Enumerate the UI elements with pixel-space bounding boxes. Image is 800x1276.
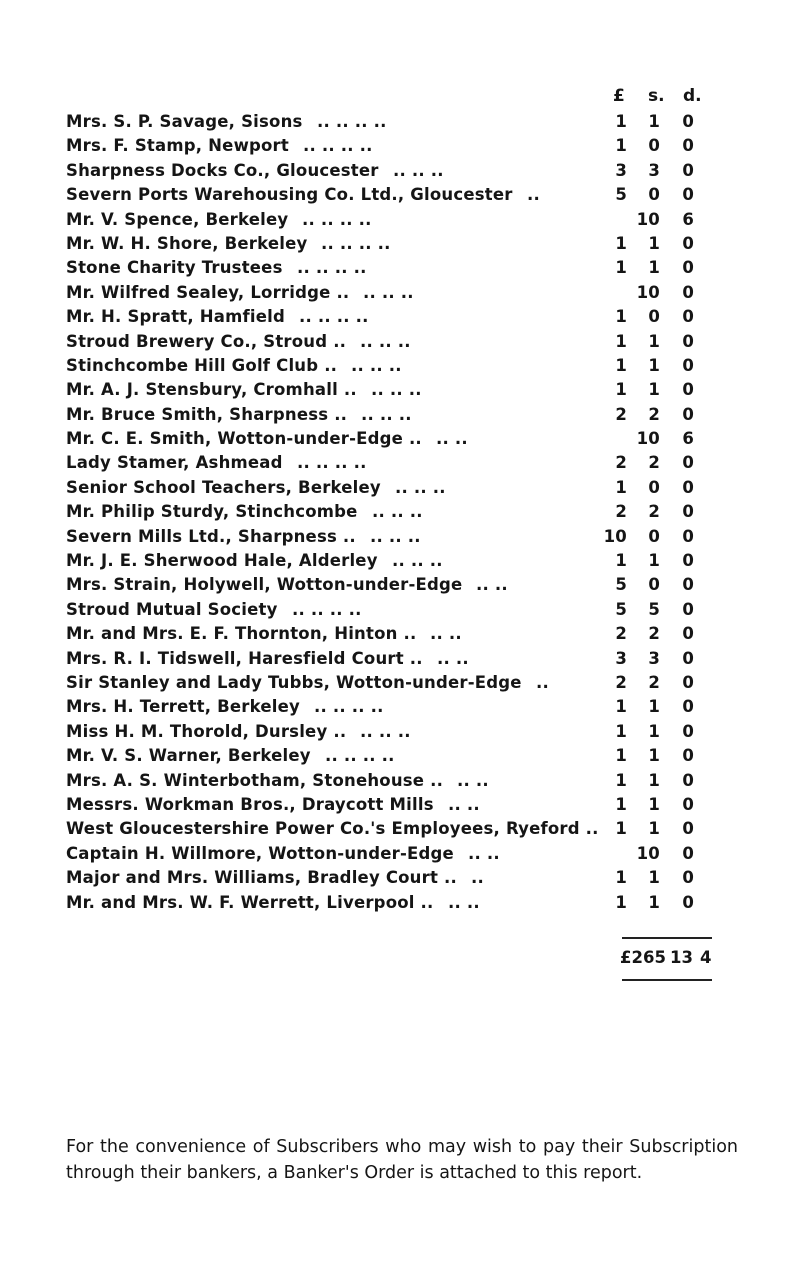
subscriber-row — [0, 549, 800, 573]
leader-dots: .. .. .. — [363, 282, 414, 302]
subscriber-name: Mr. A. J. Stensbury, Cromhall .. — [66, 380, 357, 400]
amount-pounds: 1 — [615, 112, 627, 131]
leader-dots: .. .. .. .. — [303, 136, 373, 156]
amount-shillings: 0 — [648, 185, 660, 205]
amount-pounds: 2 — [615, 502, 627, 522]
leader-dots: .. .. .. — [361, 404, 412, 424]
amount-pounds: 2 — [615, 404, 627, 424]
subscriber-name: Severn Mills Ltd., Sharpness .. — [66, 526, 356, 546]
subscriber-name: Mr. W. H. Shore, Berkeley — [66, 233, 308, 253]
amount-pence: 0 — [682, 502, 694, 522]
subscriber-row — [0, 403, 800, 427]
amount-pounds: 3 — [615, 648, 627, 668]
amount-pounds: 1 — [615, 355, 627, 375]
leader-dots: .. .. .. — [370, 526, 421, 546]
subscriber-row — [0, 842, 800, 866]
subscriber-name: Mr. and Mrs. E. F. Thornton, Hinton .. — [66, 624, 417, 644]
leader-dots: .. .. .. .. — [297, 453, 367, 473]
leader-dots: .. .. .. — [392, 551, 443, 571]
amount-shillings: 1 — [648, 233, 660, 253]
amount-shillings: 2 — [648, 624, 660, 644]
subscriber-name: Stone Charity Trustees — [66, 258, 283, 278]
amount-shillings: 10 — [636, 843, 660, 863]
subscriber-row — [0, 671, 800, 695]
subscriber-name: Mr. Wilfred Sealey, Lorridge .. — [66, 282, 350, 302]
subscriber-row — [0, 720, 800, 744]
amount-pounds: 3 — [615, 160, 627, 180]
leader-dots: .. .. .. — [360, 331, 411, 351]
subscriber-row — [0, 378, 800, 402]
amount-shillings: 1 — [648, 258, 660, 278]
amount-shillings: 0 — [648, 136, 660, 156]
leader-dots: .. — [471, 868, 484, 888]
amount-pence: 0 — [682, 477, 694, 497]
subscriber-name: Mr. C. E. Smith, Wotton-under-Edge .. — [66, 429, 422, 449]
subscriber-name: Mr. V. S. Warner, Berkeley — [66, 746, 311, 766]
amount-pounds: 5 — [615, 599, 627, 619]
subscriber-name: Mr. J. E. Sherwood Hale, Alderley — [66, 551, 378, 571]
leader-dots: .. .. .. — [360, 721, 411, 741]
amount-shillings: 1 — [648, 697, 660, 717]
subscriber-row — [0, 134, 800, 158]
subscriber-name: Mrs. R. I. Tidswell, Haresfield Court .. — [66, 648, 423, 668]
amount-shillings: 1 — [648, 746, 660, 766]
amount-shillings: 1 — [648, 721, 660, 741]
subscriber-row — [0, 232, 800, 256]
amount-pence: 0 — [682, 258, 694, 278]
subscriber-name: Stroud Mutual Society — [66, 599, 278, 619]
subscriber-name: Sir Stanley and Lady Tubbs, Wotton-under-Edge — [66, 672, 522, 692]
amount-pounds: 2 — [615, 672, 627, 692]
subscriber-row — [0, 281, 800, 305]
amount-shillings: 2 — [648, 404, 660, 424]
amount-pence: 0 — [682, 868, 694, 888]
subscriber-name: Mrs. A. S. Winterbotham, Stonehouse .. — [66, 770, 444, 790]
amount-pounds: 1 — [615, 258, 627, 278]
subscriber-name: Sharpness Docks Co., Gloucester — [66, 160, 379, 180]
subscriber-name: Mr. V. Spence, Berkeley — [66, 209, 289, 229]
leader-dots: .. .. .. .. — [321, 233, 391, 253]
leader-dots: .. .. — [457, 770, 489, 790]
amount-pounds: 1 — [615, 331, 627, 351]
leader-dots: .. .. — [448, 794, 480, 814]
amount-pence: 0 — [682, 355, 694, 375]
amount-shillings: 2 — [648, 672, 660, 692]
header-pounds: £ — [613, 86, 625, 106]
amount-shillings: 1 — [648, 770, 660, 790]
leader-dots: .. .. — [436, 429, 468, 449]
leader-dots: .. .. .. .. — [314, 697, 384, 717]
amount-pounds: 2 — [615, 624, 627, 644]
total-pence: 4 — [700, 948, 712, 967]
amount-shillings: 0 — [648, 575, 660, 595]
amount-pence: 0 — [682, 794, 694, 814]
leader-dots: .. .. .. .. — [325, 746, 395, 766]
subscriber-name: Miss H. M. Thorold, Dursley .. — [66, 721, 347, 741]
total-pounds: £265 — [620, 948, 666, 967]
leader-dots: .. .. .. .. — [317, 112, 387, 131]
subscriber-name: Mrs. S. P. Savage, Sisons — [66, 112, 303, 131]
amount-pence: 0 — [682, 160, 694, 180]
amount-pence: 0 — [682, 721, 694, 741]
subscriber-name: Mr. H. Spratt, Hamfield — [66, 307, 286, 327]
amount-pence: 0 — [682, 575, 694, 595]
subscriber-row — [0, 159, 800, 183]
subscriber-row — [0, 817, 800, 841]
leader-dots: .. .. .. .. — [292, 599, 362, 619]
subscriber-name: Stinchcombe Hill Golf Club .. — [66, 355, 338, 375]
subscriber-name: Captain H. Willmore, Wotton-under-Edge — [66, 843, 454, 863]
subscriber-name: Senior School Teachers, Berkeley — [66, 477, 381, 497]
amount-pounds: 1 — [615, 477, 627, 497]
leader-dots: .. .. — [448, 892, 480, 912]
amount-pence: 0 — [682, 282, 694, 302]
subscriber-row — [0, 598, 800, 622]
amount-pounds: 1 — [615, 697, 627, 717]
subscriber-list — [0, 110, 800, 915]
amount-pence: 0 — [682, 843, 694, 863]
amount-pounds: 5 — [615, 575, 627, 595]
amount-pounds: 10 — [603, 526, 627, 546]
amount-pence: 0 — [682, 404, 694, 424]
amount-pence: 0 — [682, 453, 694, 473]
amount-shillings: 1 — [648, 868, 660, 888]
amount-shillings: 3 — [648, 648, 660, 668]
leader-dots: .. .. .. — [372, 502, 423, 522]
amount-pence: 6 — [682, 209, 694, 229]
leader-dots: .. .. .. .. — [299, 307, 369, 327]
subscriber-row — [0, 427, 800, 451]
amount-pounds: 1 — [615, 819, 627, 839]
leader-dots: .. — [536, 672, 549, 692]
amount-shillings: 1 — [648, 380, 660, 400]
amount-pence: 0 — [682, 892, 694, 912]
amount-pounds: 1 — [615, 746, 627, 766]
subscriber-row — [0, 354, 800, 378]
subscriber-row — [0, 305, 800, 329]
amount-shillings: 2 — [648, 502, 660, 522]
subscriber-name: Messrs. Workman Bros., Draycott Mills — [66, 794, 434, 814]
amount-pence: 0 — [682, 185, 694, 205]
subscriber-name: Major and Mrs. Williams, Bradley Court .. — [66, 868, 457, 888]
amount-shillings: 1 — [648, 551, 660, 571]
amount-pence: 0 — [682, 526, 694, 546]
amount-shillings: 0 — [648, 307, 660, 327]
amount-pence: 0 — [682, 380, 694, 400]
amount-pence: 0 — [682, 112, 694, 131]
amount-shillings: 1 — [648, 819, 660, 839]
amount-pence: 0 — [682, 233, 694, 253]
amount-pounds: 1 — [615, 892, 627, 912]
leader-dots: .. .. .. .. — [302, 209, 372, 229]
amount-pounds: 1 — [615, 380, 627, 400]
amount-pence: 0 — [682, 136, 694, 156]
amount-pence: 0 — [682, 648, 694, 668]
subscriber-name: Mr. Bruce Smith, Sharpness .. — [66, 404, 348, 424]
subscriber-name: Mr. Philip Sturdy, Stinchcombe — [66, 502, 358, 522]
amount-shillings: 0 — [648, 477, 660, 497]
subscriber-row — [0, 110, 800, 134]
amount-pounds: 1 — [615, 307, 627, 327]
subscriber-row — [0, 451, 800, 475]
leader-dots: .. .. .. — [395, 477, 446, 497]
amount-pounds: 1 — [615, 136, 627, 156]
subscriber-row — [0, 500, 800, 524]
subscriber-row — [0, 622, 800, 646]
subscriber-name: Mrs. F. Stamp, Newport — [66, 136, 289, 156]
subscriber-row — [0, 330, 800, 354]
subscriber-name: Stroud Brewery Co., Stroud .. — [66, 331, 347, 351]
subscriber-row — [0, 695, 800, 719]
subscriber-row — [0, 647, 800, 671]
amount-pence: 0 — [682, 672, 694, 692]
leader-dots: .. .. .. .. — [297, 258, 367, 278]
amount-pounds: 1 — [615, 770, 627, 790]
amount-shillings: 1 — [648, 112, 660, 131]
subscriber-row — [0, 866, 800, 890]
amount-pounds: 1 — [615, 794, 627, 814]
amount-pence: 6 — [682, 429, 694, 449]
subscriber-row — [0, 183, 800, 207]
amount-pence: 0 — [682, 819, 694, 839]
subscriber-row — [0, 769, 800, 793]
subscriber-row — [0, 208, 800, 232]
leader-dots: .. .. — [476, 575, 508, 595]
amount-shillings: 5 — [648, 599, 660, 619]
subscriber-row — [0, 744, 800, 768]
amount-pounds: 2 — [615, 453, 627, 473]
total-rule-bottom — [622, 979, 712, 981]
amount-pence: 0 — [682, 599, 694, 619]
subscriber-name: Lady Stamer, Ashmead — [66, 453, 283, 473]
amount-pence: 0 — [682, 551, 694, 571]
leader-dots: .. — [527, 185, 540, 205]
amount-shillings: 1 — [648, 794, 660, 814]
subscriber-row — [0, 793, 800, 817]
amount-shillings: 1 — [648, 355, 660, 375]
header-pence: d. — [683, 86, 702, 106]
leader-dots: .. .. — [468, 843, 500, 863]
amount-pence: 0 — [682, 624, 694, 644]
bankers-order-note: For the convenience of Subscribers who may wish to pay their Subscription through their bankers, a Banker's Order is attached to this report. — [66, 1136, 738, 1183]
amount-shillings: 3 — [648, 160, 660, 180]
subscriber-name: Severn Ports Warehousing Co. Ltd., Gloucester — [66, 185, 513, 205]
amount-shillings: 10 — [636, 282, 660, 302]
amount-pence: 0 — [682, 331, 694, 351]
amount-shillings: 10 — [636, 209, 660, 229]
amount-pounds: 5 — [615, 185, 627, 205]
amount-pence: 0 — [682, 307, 694, 327]
subscriber-name: Mrs. H. Terrett, Berkeley — [66, 697, 300, 717]
leader-dots: .. .. — [430, 624, 462, 644]
subscriber-row — [0, 891, 800, 915]
leader-dots: .. .. .. — [351, 355, 402, 375]
amount-pence: 0 — [682, 770, 694, 790]
amount-pounds: 1 — [615, 551, 627, 571]
total-shillings: 13 — [670, 948, 693, 967]
subscriber-name: West Gloucestershire Power Co.'s Employees, Ryeford .. — [66, 819, 599, 839]
amount-pence: 0 — [682, 697, 694, 717]
amount-shillings: 10 — [636, 429, 660, 449]
subscriber-row — [0, 476, 800, 500]
subscriber-row — [0, 573, 800, 597]
header-shillings: s. — [648, 86, 665, 106]
subscriber-row — [0, 525, 800, 549]
total-rule-top — [622, 937, 712, 939]
amount-pounds: 1 — [615, 721, 627, 741]
amount-pounds: 1 — [615, 868, 627, 888]
subscriber-name: Mr. and Mrs. W. F. Werrett, Liverpool .. — [66, 892, 434, 912]
leader-dots: .. .. .. — [371, 380, 422, 400]
subscriber-row — [0, 256, 800, 280]
amount-shillings: 2 — [648, 453, 660, 473]
amount-shillings: 1 — [648, 331, 660, 351]
amount-shillings: 0 — [648, 526, 660, 546]
amount-pounds: 1 — [615, 233, 627, 253]
amount-pence: 0 — [682, 746, 694, 766]
amount-shillings: 1 — [648, 892, 660, 912]
subscriber-name: Mrs. Strain, Holywell, Wotton-under-Edge — [66, 575, 463, 595]
leader-dots: .. .. .. — [393, 160, 444, 180]
leader-dots: .. .. — [437, 648, 469, 668]
